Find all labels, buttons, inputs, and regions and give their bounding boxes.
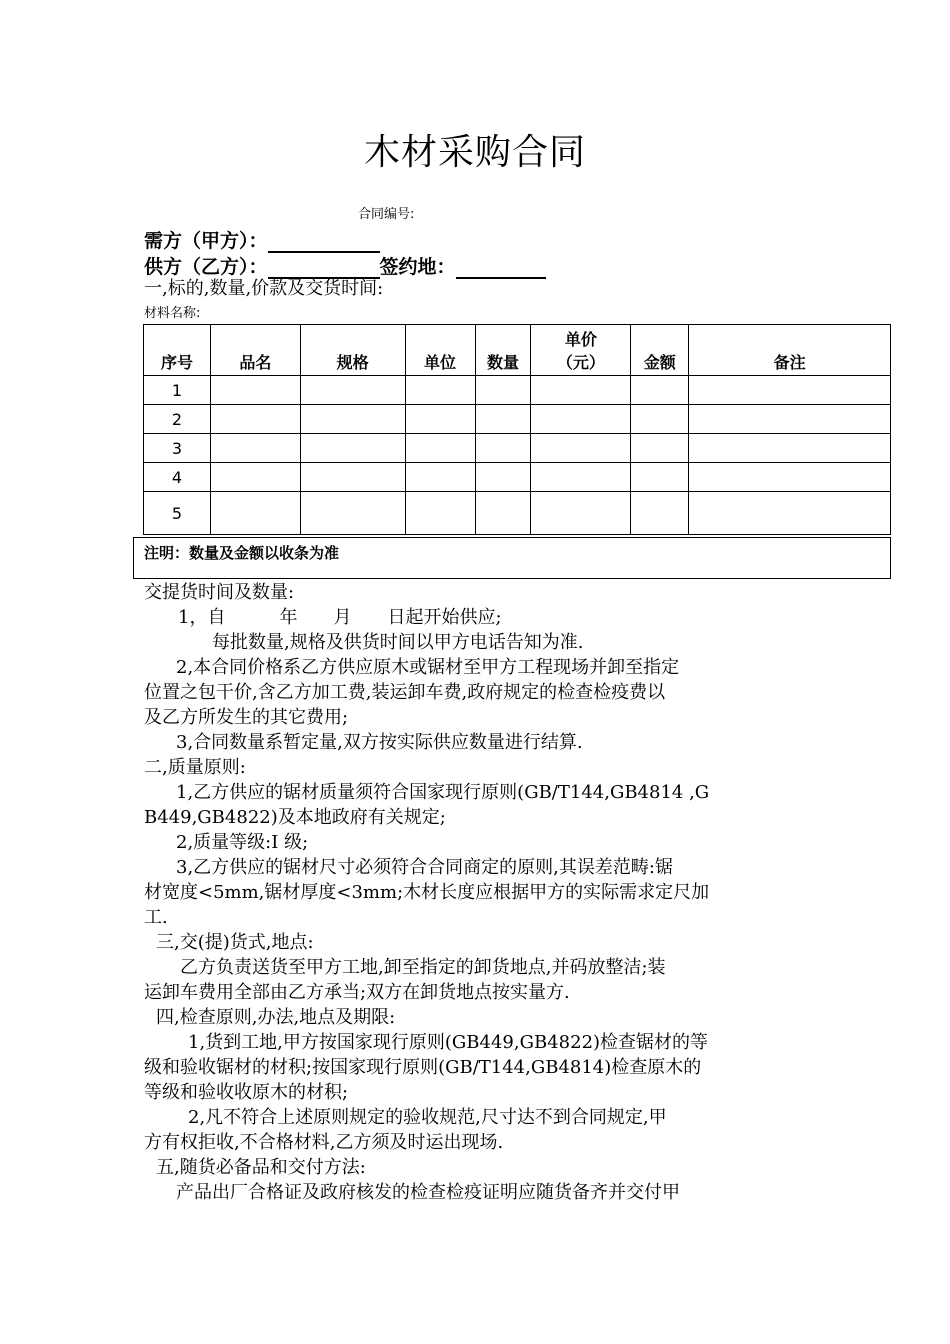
header-product-name: 品名 bbox=[210, 325, 300, 376]
cell[interactable] bbox=[689, 434, 891, 463]
table-row bbox=[144, 434, 891, 463]
table-header-row bbox=[144, 325, 891, 376]
cell[interactable] bbox=[405, 463, 475, 492]
cell[interactable] bbox=[531, 434, 631, 463]
body-line: 2,凡不符合上述原则规定的验收规范,尺寸达不到合同规定,甲 bbox=[188, 1107, 667, 1128]
cell[interactable] bbox=[300, 463, 405, 492]
sign-place-blank[interactable] bbox=[456, 257, 546, 279]
row-index: 2 bbox=[144, 405, 211, 434]
table-row bbox=[144, 405, 891, 434]
header-amount: 金额 bbox=[631, 325, 689, 376]
body-line: 二,质量原则: bbox=[144, 757, 246, 778]
cell[interactable] bbox=[689, 405, 891, 434]
header-unit-price bbox=[531, 325, 631, 376]
cell[interactable] bbox=[405, 492, 475, 535]
body-line: 材宽度<5mm,锯材厚度<3mm;木材长度应根据甲方的实际需求定尺加 bbox=[144, 882, 710, 903]
body-line: 3,乙方供应的锯材尺寸必须符合合同商定的原则,其误差范畴:锯 bbox=[176, 857, 673, 878]
cell[interactable] bbox=[689, 376, 891, 405]
document-title: 木材采购合同 bbox=[363, 132, 586, 173]
table-row bbox=[144, 376, 891, 405]
cell[interactable] bbox=[475, 405, 531, 434]
cell[interactable] bbox=[531, 492, 631, 535]
row-index: 3 bbox=[144, 434, 211, 463]
cell[interactable] bbox=[405, 405, 475, 434]
seller-line bbox=[144, 252, 546, 279]
body-line: 运卸车费用全部由乙方承当;双方在卸货地点按实量方. bbox=[144, 982, 570, 1003]
row-index: 4 bbox=[144, 463, 211, 492]
cell[interactable] bbox=[475, 376, 531, 405]
cell[interactable] bbox=[210, 434, 300, 463]
cell[interactable] bbox=[300, 405, 405, 434]
body-line: 交提货时间及数量: bbox=[144, 582, 295, 603]
contract-number-label: 合同编号: bbox=[358, 207, 415, 222]
cell[interactable] bbox=[531, 376, 631, 405]
cell[interactable] bbox=[300, 492, 405, 535]
contract-body bbox=[144, 580, 812, 1205]
cell[interactable] bbox=[631, 463, 689, 492]
section1-heading: 一,标的,数量,价款及交货时间: bbox=[144, 278, 384, 299]
cell[interactable] bbox=[475, 492, 531, 535]
cell[interactable] bbox=[405, 434, 475, 463]
seller-label: 供方（乙方）： bbox=[144, 256, 268, 278]
body-line: 2,本合同价格系乙方供应原木或锯材至甲方工程现场并卸至指定 bbox=[176, 657, 680, 678]
cell[interactable] bbox=[475, 434, 531, 463]
header-remarks: 备注 bbox=[689, 325, 891, 376]
header-unit-price-line1: 单价 bbox=[564, 330, 597, 349]
cell[interactable] bbox=[531, 405, 631, 434]
sign-place-label: 签约地： bbox=[379, 256, 456, 278]
cell[interactable] bbox=[631, 405, 689, 434]
body-line: 1,乙方供应的锯材质量须符合国家现行原则(GB/T144,GB4814 ,G bbox=[176, 782, 710, 803]
cell[interactable] bbox=[210, 405, 300, 434]
table-note bbox=[133, 537, 891, 579]
header-quantity: 数量 bbox=[475, 325, 531, 376]
cell[interactable] bbox=[631, 492, 689, 535]
header-unit: 单位 bbox=[405, 325, 475, 376]
body-line: 等级和验收收原木的材积; bbox=[144, 1082, 349, 1103]
header-unit-price-line2: （元） bbox=[556, 353, 605, 372]
body-line: 三,交(提)货式,地点: bbox=[156, 932, 314, 953]
body-line: 及乙方所发生的其它费用; bbox=[144, 707, 349, 728]
body-line: 乙方负责送货至甲方工地,卸至指定的卸货地点,并码放整洁;装 bbox=[180, 957, 666, 978]
row-index: 5 bbox=[144, 492, 211, 535]
cell[interactable] bbox=[210, 376, 300, 405]
body-line: 四,检查原则,办法,地点及期限: bbox=[156, 1007, 396, 1028]
cell[interactable] bbox=[405, 376, 475, 405]
body-line: B449,GB4822)及本地政府有关规定; bbox=[144, 807, 446, 828]
header-specification: 规格 bbox=[300, 325, 405, 376]
table-row bbox=[144, 463, 891, 492]
body-line: 五,随货必备品和交付方法: bbox=[156, 1157, 366, 1178]
cell[interactable] bbox=[631, 376, 689, 405]
body-line: 2,质量等级:Ⅰ 级; bbox=[176, 832, 309, 853]
body-line: 位置之包干价,含乙方加工费,装运卸车费,政府规定的检查检疫费以 bbox=[144, 682, 666, 703]
cell[interactable] bbox=[300, 434, 405, 463]
cell[interactable] bbox=[210, 492, 300, 535]
buyer-line bbox=[144, 226, 380, 253]
cell[interactable] bbox=[210, 463, 300, 492]
body-line: 方有权拒收,不合格材料,乙方须及时运出现场. bbox=[144, 1132, 504, 1153]
cell[interactable] bbox=[631, 434, 689, 463]
cell[interactable] bbox=[300, 376, 405, 405]
table-note-text: 注明：数量及金额以收条为准 bbox=[144, 544, 340, 562]
body-line: 3,合同数量系暂定量,双方按实际供应数量进行结算. bbox=[176, 732, 583, 753]
table-row bbox=[144, 492, 891, 535]
body-line: 每批数量,规格及供货时间以甲方电话告知为准. bbox=[212, 632, 584, 653]
cell[interactable] bbox=[689, 463, 891, 492]
cell[interactable] bbox=[475, 463, 531, 492]
buyer-label: 需方（甲方）： bbox=[144, 230, 268, 252]
row-index: 1 bbox=[144, 376, 211, 405]
goods-table bbox=[143, 324, 891, 535]
buyer-blank[interactable] bbox=[268, 231, 380, 253]
cell[interactable] bbox=[531, 463, 631, 492]
header-index: 序号 bbox=[144, 325, 211, 376]
body-line: 1,货到工地,甲方按国家现行原则(GB449,GB4822)检查锯材的等 bbox=[188, 1032, 709, 1053]
body-line: 1，自 年 月 日起开始供应; bbox=[178, 607, 502, 628]
cell[interactable] bbox=[689, 492, 891, 535]
body-line: 级和验收锯材的材积;按国家现行原则(GB/T144,GB4814)检查原木的 bbox=[144, 1057, 702, 1078]
material-name-label: 材料名称: bbox=[144, 306, 201, 321]
body-line: 工. bbox=[144, 907, 168, 928]
body-line: 产品出厂合格证及政府核发的检查检疫证明应随货备齐并交付甲 bbox=[176, 1182, 680, 1203]
